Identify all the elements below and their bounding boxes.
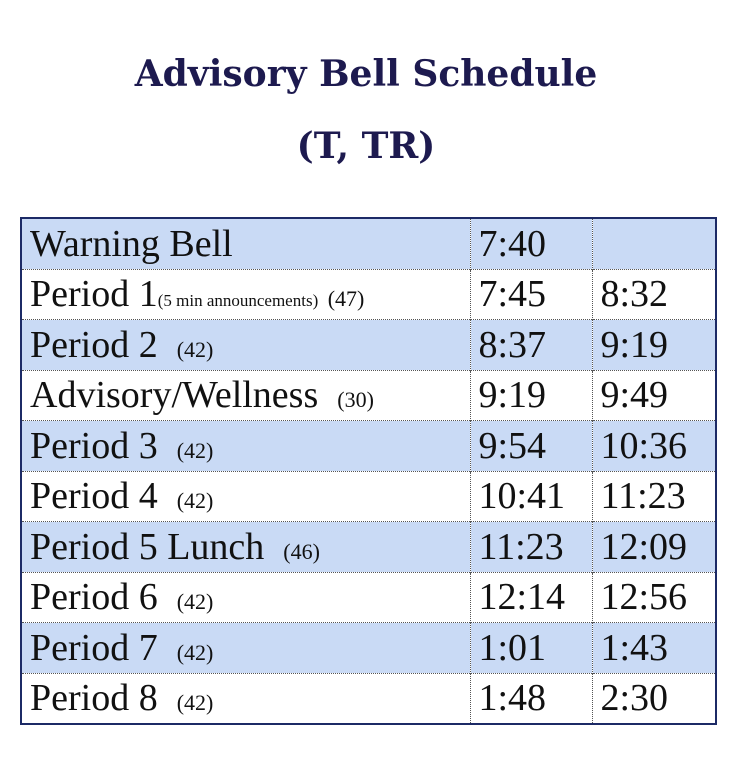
- period-cell: [21, 269, 470, 320]
- start-time: 11:23: [470, 522, 592, 573]
- period-name: Period 7: [30, 626, 158, 669]
- start-time: 9:54: [470, 421, 592, 472]
- period-cell: [21, 673, 470, 724]
- period-cell: [21, 522, 470, 573]
- period-name: Period 5 Lunch: [30, 525, 265, 568]
- period-name: Period 1: [30, 273, 158, 316]
- period-cell: [21, 370, 470, 421]
- table-row: [21, 269, 716, 320]
- table-row: [21, 218, 716, 269]
- table-row: [21, 370, 716, 421]
- end-time: 9:19: [592, 320, 716, 371]
- start-time: 12:14: [470, 572, 592, 623]
- period-duration: (30): [337, 387, 374, 413]
- start-time: 10:41: [470, 471, 592, 522]
- end-time: 11:23: [592, 471, 716, 522]
- period-cell: [21, 320, 470, 371]
- period-cell: [21, 623, 470, 674]
- page-subtitle: (T, TR): [296, 125, 436, 167]
- start-time: 8:37: [470, 320, 592, 371]
- start-time: 9:19: [470, 370, 592, 421]
- period-note: (5 min announcements): [157, 291, 319, 311]
- table-row: [21, 522, 716, 573]
- end-time: [592, 218, 716, 269]
- table-row: [21, 320, 716, 371]
- start-time: 1:48: [470, 673, 592, 724]
- period-name: Advisory/Wellness: [30, 374, 319, 417]
- bell-schedule-table: [20, 217, 717, 725]
- end-time: 8:32: [592, 269, 716, 320]
- end-time: 9:49: [592, 370, 716, 421]
- period-duration: (42): [176, 589, 214, 615]
- period-cell: [21, 421, 470, 472]
- table-row: [21, 623, 716, 674]
- start-time: 7:45: [470, 269, 592, 320]
- end-time: 12:09: [592, 522, 716, 573]
- end-time: 10:36: [592, 421, 716, 472]
- page-title: Advisory Bell Schedule: [134, 53, 598, 95]
- table-row: [21, 572, 716, 623]
- period-duration: (42): [176, 488, 214, 514]
- period-duration: (42): [176, 690, 214, 716]
- end-time: 2:30: [592, 673, 716, 724]
- end-time: 12:56: [592, 572, 716, 623]
- start-time: 1:01: [470, 623, 592, 674]
- period-name: Period 4: [30, 475, 158, 518]
- period-name: Period 8: [30, 677, 158, 720]
- period-duration: (42): [176, 437, 214, 463]
- period-cell: [21, 572, 470, 623]
- table-row: [21, 421, 716, 472]
- period-name: Period 3: [30, 424, 158, 467]
- period-duration: (46): [283, 538, 320, 564]
- period-cell: [21, 218, 470, 269]
- period-duration: (42): [176, 639, 214, 665]
- period-cell: [21, 471, 470, 522]
- table-row: [21, 673, 716, 724]
- period-duration: (42): [176, 336, 214, 362]
- period-name: Period 2: [30, 323, 158, 366]
- period-name: Period 6: [30, 576, 158, 619]
- start-time: 7:40: [470, 218, 592, 269]
- table-row: [21, 471, 716, 522]
- period-duration: (47): [327, 286, 365, 312]
- period-name: Warning Bell: [30, 222, 233, 265]
- end-time: 1:43: [592, 623, 716, 674]
